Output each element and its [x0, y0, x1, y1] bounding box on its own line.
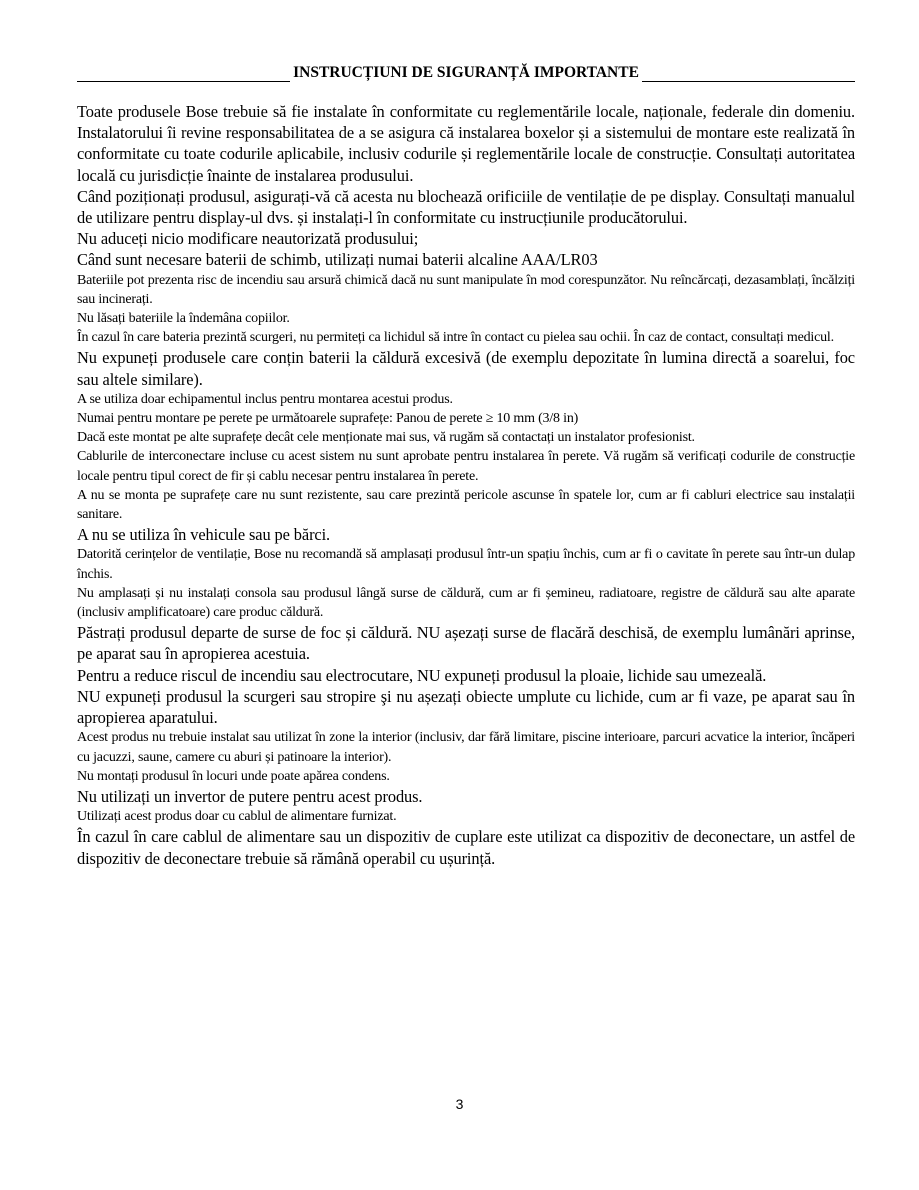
- safety-instructions-body: [77, 101, 855, 869]
- title-rule-left: [77, 65, 290, 82]
- instruction-paragraph: Acest produs nu trebuie instalat sau utilizat în zone la interior (inclusiv, dar fără limitare, piscine interioare, parcuri acvatice la interior, încăperi cu jacuzzi, saune, camere cu aburi și patinoare la interior).: [77, 730, 855, 765]
- instruction-paragraph: Nu montați produsul în locuri unde poate apărea condens.: [77, 768, 390, 784]
- instruction-paragraph: Pentru a reduce riscul de incendiu sau electrocutare, NU expuneți produsul la ploaie, lichide sau umezeală.: [77, 665, 767, 685]
- instruction-paragraph: Bateriile pot prezenta risc de incendiu sau arsură chimică dacă nu sunt manipulate în mod corespunzător. Nu reîncărcați, dezasamblați, încălziți sau incinerați.: [77, 272, 855, 307]
- instruction-paragraph: A nu se monta pe suprafețe care nu sunt rezistente, sau care prezintă pericole ascunse în spatele lor, cum ar fi cabluri electrice sau instalații sanitare.: [77, 487, 855, 523]
- instruction-paragraph: Păstrați produsul departe de surse de foc și căldură. NU așezați surse de flacără deschisă, de exemplu lumânări aprinse, pe aparat sau în apropierea acestuia.: [77, 623, 855, 664]
- instruction-paragraph: Toate produsele Bose trebuie să fie instalate în conformitate cu reglementările locale, naționale, federale din domeniu. Instalatorului îi revine responsabilitatea de a se asigura că instalarea boxelor și a sistemului de montare este realizată în conformitate cu toate codurile aplicabile, inclusiv codurile și reglementările locale de construcție. Consultați autoritatea locală cu jurisdicție înainte de instalarea produsului.: [77, 102, 855, 185]
- instruction-paragraph: Nu lăsați bateriile la îndemâna copiilor.: [77, 311, 290, 327]
- instruction-paragraph: Nu aduceți nicio modificare neautorizată produsului;: [77, 229, 419, 249]
- title-text: INSTRUCȚIUNI DE SIGURANȚĂ IMPORTANTE: [293, 64, 639, 81]
- page-number: 3: [455, 1096, 464, 1112]
- instruction-paragraph: Când sunt necesare baterii de schimb, utilizați numai baterii alcaline AAA/LR03: [77, 250, 598, 270]
- instruction-paragraph: Numai pentru montare pe perete pe următoarele suprafețe: Panou de perete ≥ 10 mm (3/8 in): [77, 411, 579, 427]
- section-title: [77, 64, 855, 82]
- instruction-paragraph: Utilizați acest produs doar cu cablul de alimentare furnizat.: [77, 809, 397, 825]
- instruction-paragraph: Nu expuneți produsele care conțin baterii la căldură excesivă (de exemplu depozitate în lumina directă a soarelui, foc sau altele similare).: [77, 348, 855, 389]
- title-rule-right: [642, 65, 855, 82]
- instruction-paragraph: A se utiliza doar echipamentul inclus pentru montarea acestui produs.: [77, 391, 453, 407]
- instruction-paragraph: Nu utilizați un invertor de putere pentru acest produs.: [77, 786, 423, 806]
- instruction-paragraph: A nu se utiliza în vehicule sau pe bărci.: [77, 525, 331, 545]
- instruction-paragraph: În cazul în care cablul de alimentare sau un dispozitiv de cuplare este utilizat ca dispozitiv de deconectare, un astfel de dispozitiv de deconectare trebuie să rămână operabil cu ușurință.: [77, 827, 855, 868]
- instruction-paragraph: Nu amplasați și nu instalați consola sau produsul lângă surse de căldură, cum ar fi șemineu, radiatoare, registre de căldură sau alte aparate (inclusiv amplificatoare) care produc căldură.: [77, 585, 855, 621]
- instruction-paragraph: În cazul în care bateria prezintă scurgeri, nu permiteți ca lichidul să intre în contact cu pielea sau ochii. În caz de contact, consultați medicul.: [77, 330, 834, 346]
- instruction-paragraph: Cablurile de interconectare incluse cu acest sistem nu sunt aprobate pentru instalarea în perete. Vă rugăm să verificați codurile de construcție locale pentru tipul corect de fir și cablu necesar pentru instalarea în perete.: [77, 449, 855, 484]
- instruction-paragraph: Când poziționați produsul, asigurați-vă că acesta nu blochează orificiile de ventilație de pe display. Consultați manualul de utilizare pentru display-ul dvs. și instalați-l în conformitate cu instrucțiunile producătorului.: [77, 186, 855, 228]
- instruction-paragraph: Dacă este montat pe alte suprafețe decât cele menționate mai sus, vă rugăm să contactați un instalator profesionist.: [77, 430, 695, 446]
- instruction-paragraph: Datorită cerințelor de ventilație, Bose nu recomandă să amplasați produsul într-un spațiu închis, cum ar fi o cavitate în perete sau într-un dulap închis.: [77, 547, 855, 582]
- instruction-paragraph: NU expuneți produsul la scurgeri sau stropire şi nu așezați obiecte umplute cu lichide, cum ar fi vaze, pe aparat sau în apropierea aparatului.: [77, 686, 855, 728]
